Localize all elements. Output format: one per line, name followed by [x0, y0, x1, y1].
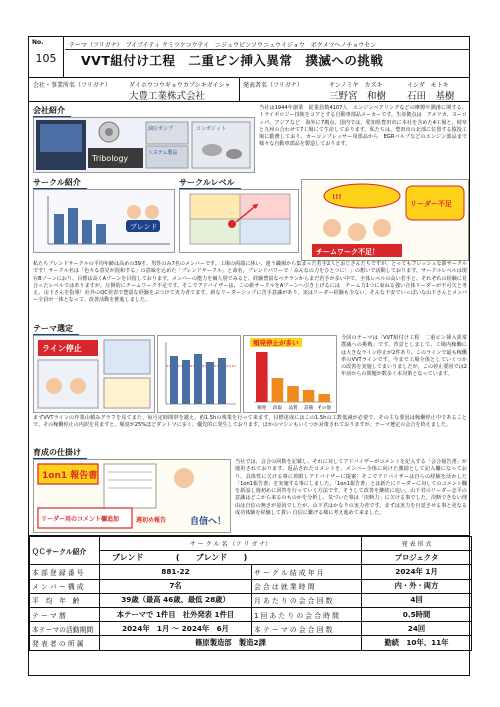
row-value: 本テーマで 1件目 社外発表 1件目	[100, 607, 252, 621]
table-row	[30, 565, 472, 579]
theme-furigana: テーマ（フリガナ） ブイブイティ クミツケコウテイ ニジュウピンソウニュウイジョウ ボクメツヘノチョウセン	[69, 42, 377, 49]
member-ability-chart	[34, 190, 174, 252]
tick-label: 品質	[288, 406, 298, 411]
paren-close: )	[243, 553, 248, 563]
one-on-one-figure	[34, 460, 230, 532]
workload-bars	[158, 336, 240, 412]
hydraulics-label: 油圧ポンプ	[148, 126, 174, 132]
leader-shortage-label: リーダー不足	[410, 200, 452, 208]
chart-bar	[272, 378, 284, 402]
tribology-logo: Tribology	[92, 154, 129, 163]
dept-label: 発 表 者 の 所 属	[30, 636, 100, 650]
theme-header	[29, 37, 469, 78]
system-parts-label: システム製品	[148, 150, 178, 156]
tick-label: 設備	[304, 406, 314, 411]
section-theme-selection: テーマ選定	[33, 323, 79, 335]
tenure-value: 勤続 10年、11年	[362, 636, 472, 650]
presenter2-furigana: イシダ モトキ	[407, 82, 449, 89]
row-value: 39歳（最高 46歳、最低 28歳）	[100, 593, 252, 607]
table-row	[30, 636, 472, 650]
row-label-2: 本 テ ー マ の 会 合 回 数	[252, 622, 362, 636]
presentation-label: 発 表 形 式	[362, 537, 472, 551]
blend-tag: ブレンド	[130, 223, 158, 231]
mechanism-description: 当社では、会合の回数を記載し、それに対してアドバイザーがコメントを記入する「会合報告書」が運用されております。返品されたコメントを、メンバー全体に向けた激励として記入欄になっており、具体性に欠ける事に着眼しアドバイザーに提案！そこでアドバイザーは自らの経験を活かした「1on1報告書」を実施する事にしました。「1on1報告書」とは新たにリーダーに対してのコメント欄を新設し週初めに回答を行っていく方法です。そうして改善を継続に追い、山下君のリーダー志平の意識はどこから来るのものかを分析し、気づいた事は「決断力」に欠ける事でした。決断できない理由は自信の無さが原因でしたが、山下君はかなりの実力者です。まずは実力を自覚させる事と更なる成功体験を経験して貰い 自信に繋げる様に考え進めて来ました。	[235, 459, 467, 517]
circle-name-cell	[100, 551, 362, 565]
chart-bar	[318, 394, 330, 402]
chart-bar	[287, 386, 299, 402]
row-value-2: 内・外・両方	[362, 579, 472, 593]
stop-cause-bars	[244, 336, 336, 412]
row-label: メ ン バ ー 構 成	[30, 579, 100, 593]
row-label: 本テーマの活動期間	[30, 622, 100, 636]
row-value-2: 4回	[362, 593, 472, 607]
svg-text:!!!: !!!	[332, 193, 342, 201]
content-area	[29, 101, 473, 533]
table-row	[30, 622, 472, 636]
weekly-review-label: 週初め報告	[136, 517, 167, 524]
company-photos	[33, 117, 255, 173]
paren-open: (	[175, 553, 180, 563]
row-label-2: サ ー ク ル 結 成 年 月	[252, 565, 362, 579]
row-value: 7名	[100, 579, 252, 593]
theme-detail: まずVVTラインの作業山積みグラフを見てまた、毎月定時間帯を越え、約1.5hの残業を行って来ます。目標達成にはこの1.5hの工数低減が必要で、その主な要因は稼働停止中であることで、その稼働停止の内訳を見ますと、頻度が25%ほどダントツに多く、優先的に発生しております。ほかのマシンもいくつか対策されておりますが、テーマ選定の会合を終えました。	[33, 415, 467, 429]
line-stop-figure	[34, 336, 154, 412]
company-description: 当社は1944年創業 従業員数4107人 エンジンベアリングなどの摩擦や潤滑に関する、トライボロジー技術をコアとする自動車部品メーカーです。生産拠点は アメリカ、ヨーロッパ、アジアなど 海外に7拠点、国内では、愛知県豊田市に本社を含めた4工場と、岐阜と九州の合わせて7工場にて生産しております。私たちは、豊田市の北部に位置する猿投工場に勤務しており、カーコンプレッサー用部品から EGRバルブなどのエンジン部品まで様々な自動車部品を製造しております。	[259, 105, 467, 148]
summary-table	[29, 536, 472, 651]
number-box	[29, 37, 64, 77]
team-power-label: チームワーク不足！	[316, 248, 379, 256]
confidence-label: 自信へ！	[190, 517, 227, 527]
dept-value: 篠原製造部 製造2課	[100, 636, 362, 650]
chart-bar	[303, 390, 315, 402]
presenter2-name: 石田 基樹	[407, 91, 455, 102]
qc-circle-intro-label: ＱＣサークル紹介	[30, 537, 100, 565]
presentation-value: プロジェクタ	[362, 551, 472, 565]
tick-label: 段取	[272, 406, 282, 411]
cartoon-panel	[301, 179, 469, 261]
circle-chart	[33, 189, 175, 253]
row-value-2: 0.5時間	[362, 607, 472, 621]
circle-name-label: サ ー ク ル 名 （フ リ ガ ナ）	[100, 537, 362, 551]
company-photo-collage	[34, 118, 254, 172]
row-label-2: 会 合 は 就 業 時 間	[252, 579, 362, 593]
circle-level-chart	[179, 189, 299, 253]
circle-summary	[29, 535, 469, 676]
stop-cause-chart	[243, 335, 337, 413]
chart-title: 頻発停止が多い	[250, 338, 302, 347]
presenter-label: 発表者名（フリガナ）	[243, 82, 303, 89]
line-stop-label: ライン停止	[42, 344, 82, 353]
composites-label: コンポジット	[196, 126, 227, 132]
circle-description: 私たちブレンドサークルの平均年齢は高めの39才、男性のみ7名のメンバーです。工場の両端に休い、違う職場から集まった若手2人とおじさんたちですが、とってもフレッシュな新サークルです！サークル名は「色々な意見が混和する」の意味を込めた「ブレンドサークル」と命名。ブレンドパワーで「みんなの力をひとつに！」の想いで活動しております。サークルレベルは現在Bゾーンにおり、目標は高くAゾーンを目指しております。メンバーの能力を個人別でみると、経験豊富なベテランからまだ若手が多い中で、全体レベルの高い若手と、それぞれの経験に見合ったレベルではありますが、圧倒的にチームワーク不足です。そこでアドバイザーは、この新サークルをAゾーンへ引き上げるには チーム力1つに束ねる強い合体リーダーが不可欠と考え、山下さんを指導！社外のQC発表で豊富な経験をぶつけて実力者てます。新なリーダーシップに苦手意識があり、実はリーダー経験も少ない。そんな不安でいっぱいな山下さんとメンバー全員が一体となって、改善活動を推進しました。	[33, 261, 467, 304]
company-label: 会社・事業所名（フリガナ）	[33, 82, 111, 89]
circle-name: ブレンド	[195, 553, 228, 563]
row-label-2: 月 あ た り の 会 合 回 数	[252, 593, 362, 607]
presenter1-name: 三野宮 和樹	[329, 91, 387, 102]
level-matrix	[180, 190, 298, 252]
presenter1-furigana: サンノミヤ カズキ	[329, 82, 383, 89]
company-furigana: ダイホウコウギョウカブシキガイシャ	[129, 82, 231, 89]
workload-chart	[157, 335, 241, 413]
number-value: 105	[35, 52, 57, 65]
row-label-2: 1 回 あ た り の 会 合 時 間	[252, 607, 362, 621]
row-value-2: 24回	[362, 622, 472, 636]
row-label: 本 部 登 録 番 号	[30, 565, 100, 579]
chart-bar	[256, 352, 268, 402]
table-row	[30, 579, 472, 593]
report-label: 1on1 報告書	[42, 471, 98, 481]
team-cartoon	[302, 180, 468, 260]
mechanism-figure	[33, 459, 231, 533]
divider	[65, 49, 469, 50]
theme-title: VVT組付け工程 二重ピン挿入異常 撲滅への挑戦	[81, 53, 384, 68]
leader-comment-label: リーダー用のコメント欄追加	[41, 516, 120, 523]
row-value-2: 2024年 1月	[362, 565, 472, 579]
section-circle-level: サークルレベル	[179, 177, 241, 189]
table-row	[30, 593, 472, 607]
section-company-intro: 会社紹介	[33, 105, 71, 117]
row-value: 2024年 1月 ～ 2024年 6月	[100, 622, 252, 636]
divider	[239, 77, 240, 101]
company-name: 大豊工業株式会社	[129, 91, 206, 102]
section-circle-intro: サークル紹介	[33, 177, 87, 189]
section-mechanism: 育成の仕掛け	[33, 447, 87, 459]
row-label: 平 均 年 齢	[30, 593, 100, 607]
report-sheet	[28, 36, 473, 676]
row-value: 881-22	[100, 565, 252, 579]
number-label: No.	[32, 39, 44, 46]
table-row	[30, 607, 472, 621]
circle-furigana: ブレンド	[112, 553, 144, 563]
row-label: テ ー マ 暦	[30, 607, 100, 621]
tick-label: その他	[317, 406, 331, 411]
company-presenter-row	[29, 77, 469, 102]
theme-figure-left	[33, 335, 155, 413]
tick-label: 頻発	[257, 406, 267, 411]
theme-description: 今回のテーマは「VVT組付け工程 二重ピン挿入異常 撲滅への挑戦」です。背景としまして、工場内稼働には大きなライン停止が2件あり、このラインで最も稼働率のVVTラインです。今まで工場全体としていくつかの改善を実施してまいりましたが、この停止要因では2年前からの問題が数多く未対策となっています。	[341, 335, 473, 378]
